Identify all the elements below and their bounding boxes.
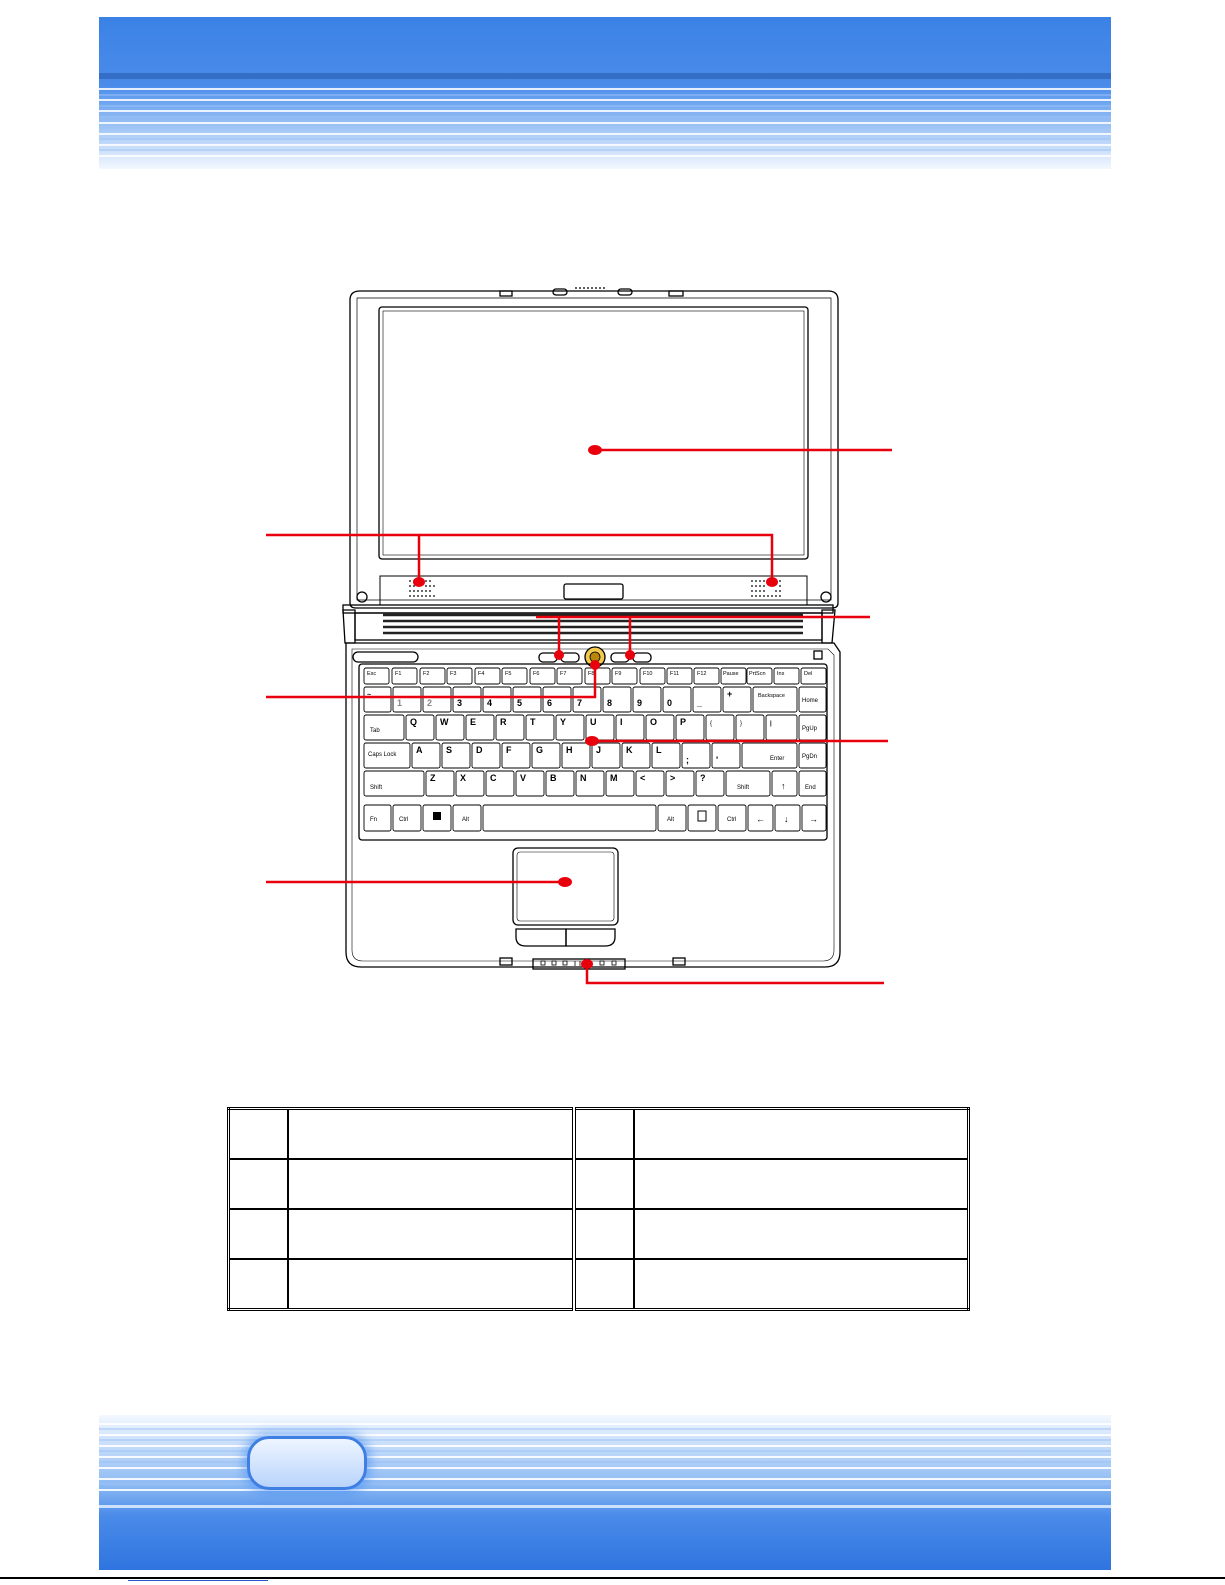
key-f: F: [506, 745, 512, 755]
spacebar: [483, 805, 656, 831]
key-g: G: [536, 745, 544, 755]
table-cell: [634, 1159, 969, 1209]
key-3: 3: [457, 698, 463, 708]
key-9: 9: [637, 698, 643, 708]
key-f7: F7: [560, 671, 567, 677]
key-pause: Pause: [723, 671, 739, 677]
key-j: J: [596, 745, 602, 755]
key-fn: Fn: [370, 817, 378, 823]
key-e: E: [470, 717, 477, 727]
key-w: W: [440, 717, 449, 727]
key-s: S: [446, 745, 453, 755]
key-semicolon: ;: [686, 755, 689, 765]
key-t: T: [530, 717, 536, 727]
key-f6: F6: [533, 671, 540, 677]
key-5: 5: [517, 698, 523, 708]
key-quote: ': [716, 755, 719, 765]
left-click-button: [516, 929, 566, 946]
key-k: K: [626, 745, 633, 755]
key-backspace: Backspace: [758, 693, 785, 699]
key-right-shift: Shift: [737, 785, 750, 791]
table-cell: [574, 1109, 634, 1160]
key-q: Q: [410, 717, 418, 727]
key-1: 1: [397, 698, 403, 708]
key-tab: Tab: [370, 728, 380, 734]
key-y: Y: [560, 717, 567, 727]
key-p: P: [680, 717, 687, 727]
home-key-row: [364, 743, 826, 768]
callout-power-button: [266, 665, 595, 697]
key-f8: F8: [588, 671, 595, 677]
page-number-tab: [247, 1436, 367, 1490]
key-f11: F11: [670, 671, 680, 677]
key-2: 2: [427, 698, 433, 708]
key-caps-lock: Caps Lock: [368, 752, 397, 758]
table-row: [229, 1109, 969, 1160]
key-f9: F9: [615, 671, 622, 677]
key-arrow-left: ←: [756, 814, 765, 824]
callout-lines: [266, 450, 892, 983]
key-h: H: [566, 745, 573, 755]
table-cell: [634, 1209, 969, 1259]
key-x: X: [460, 773, 467, 783]
key-f3: F3: [450, 671, 457, 677]
table-cell: [288, 1209, 574, 1259]
key-r: R: [500, 717, 507, 727]
table-cell: [288, 1109, 574, 1160]
menu-key-icon: [698, 811, 706, 821]
component-reference-table: [227, 1107, 970, 1311]
status-strip: [353, 652, 418, 662]
key-esc: Esc: [367, 671, 377, 677]
key-v: V: [520, 773, 527, 783]
lcd-screen: [379, 307, 808, 559]
key-z: Z: [430, 773, 436, 783]
table-row: [229, 1259, 969, 1310]
table-cell: [288, 1259, 574, 1310]
key-u: U: [590, 717, 597, 727]
key-7: 7: [577, 698, 583, 708]
key-f4: F4: [478, 671, 485, 677]
key-c: C: [490, 773, 497, 783]
table-cell: [574, 1209, 634, 1259]
key-m: M: [610, 773, 618, 783]
key-less-than: <: [640, 773, 646, 783]
key-8: 8: [607, 698, 613, 708]
key-6: 6: [547, 698, 553, 708]
key-tilde: ~: [367, 692, 372, 699]
table-cell: [574, 1159, 634, 1209]
speaker-bar: [380, 576, 807, 605]
key-greater-than: >: [670, 773, 676, 783]
table-cell: [634, 1109, 969, 1160]
key-home: Home: [802, 698, 819, 704]
key-i: I: [620, 717, 623, 727]
key-f10: F10: [643, 671, 653, 677]
table-cell: [634, 1259, 969, 1310]
key-f12: F12: [697, 671, 707, 677]
key-f1: F1: [395, 671, 402, 677]
key-plus: +: [727, 689, 733, 699]
key-right-ctrl: Ctrl: [727, 817, 737, 823]
table-row: [229, 1209, 969, 1259]
key-end: End: [805, 785, 816, 791]
key-arrow-right: →: [809, 814, 818, 824]
key-o: O: [650, 717, 658, 727]
table-cell: [288, 1159, 574, 1209]
key-b: B: [550, 773, 557, 783]
table-cell: [574, 1259, 634, 1310]
footer-banner: [99, 1415, 1111, 1570]
key-minus: _: [697, 698, 703, 708]
table-cell: [229, 1159, 289, 1209]
table-cell: [229, 1259, 289, 1310]
key-f2: F2: [423, 671, 430, 677]
key-0: 0: [667, 698, 673, 708]
table-cell: [229, 1109, 289, 1160]
key-l: L: [656, 745, 662, 755]
key-enter: Enter: [770, 756, 785, 762]
key-f5: F5: [505, 671, 512, 677]
key-prtscn: PrtScn: [749, 671, 766, 677]
key-question: ?: [700, 773, 706, 783]
key-left-shift: Shift: [370, 785, 383, 791]
key-right-alt: Alt: [667, 817, 675, 823]
windows-key-icon: [433, 812, 441, 820]
key-left-alt: Alt: [462, 817, 470, 823]
key-pipe: |: [770, 721, 772, 727]
key-d: D: [476, 745, 483, 755]
key-right-brace: }: [740, 721, 743, 727]
key-arrow-up: ↑: [781, 781, 786, 791]
bottom-link-underline: [128, 1580, 268, 1581]
key-left-brace: {: [710, 721, 713, 727]
key-ins: Ins: [777, 671, 785, 677]
lid-logo-plate: [564, 584, 623, 599]
key-pgdn: PgDn: [802, 754, 818, 760]
key-a: A: [416, 745, 423, 755]
right-click-button: [566, 929, 615, 946]
key-pgup: PgUp: [802, 726, 818, 732]
key-left-ctrl: Ctrl: [399, 817, 409, 823]
bottom-divider: [0, 1577, 1225, 1579]
key-del: Del: [804, 671, 813, 677]
key-arrow-down: ↓: [784, 814, 789, 824]
table-row: [229, 1159, 969, 1209]
key-n: N: [580, 773, 587, 783]
table-cell: [229, 1209, 289, 1259]
key-4: 4: [487, 698, 493, 708]
